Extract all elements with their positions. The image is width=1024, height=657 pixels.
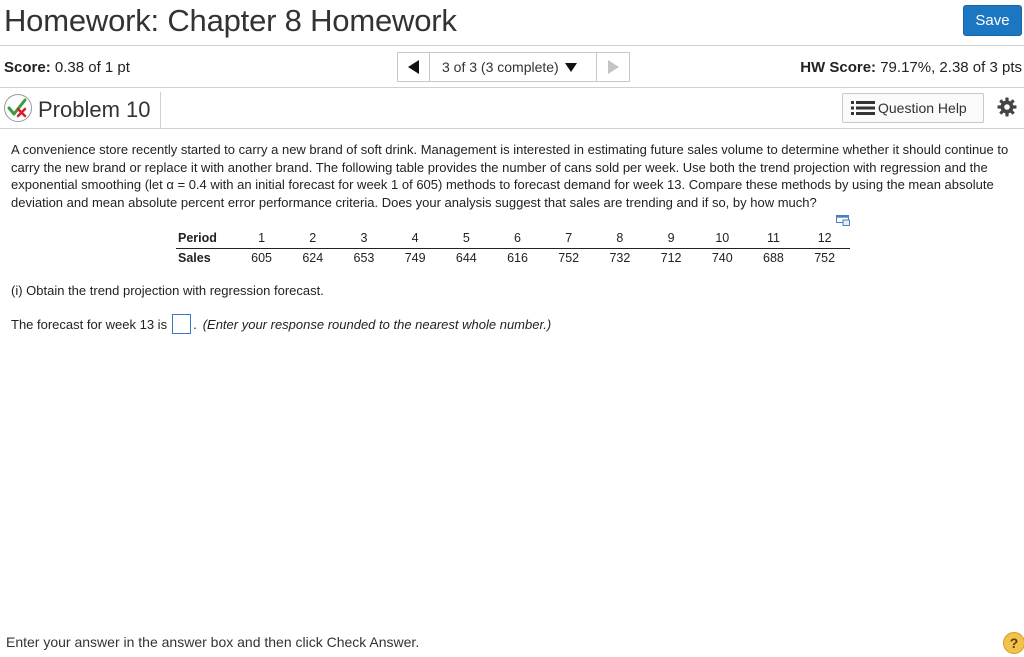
sales-header: Sales xyxy=(178,251,211,266)
sales-cell: 616 xyxy=(507,251,528,266)
next-question-button[interactable] xyxy=(596,52,630,82)
score-label: Score: xyxy=(4,59,51,76)
sales-cell: 752 xyxy=(558,251,580,266)
forecast-answer-input[interactable] xyxy=(172,314,191,334)
popout-table-icon[interactable] xyxy=(836,215,850,226)
sales-cell: 644 xyxy=(455,251,477,266)
question-help-label: Question Help xyxy=(878,100,967,116)
data-table xyxy=(176,228,850,268)
period-header: Period xyxy=(176,228,236,248)
sales-cell: 740 xyxy=(711,251,733,266)
question-help-button[interactable] xyxy=(842,93,984,123)
period-cell: 6 xyxy=(492,228,543,248)
period-cell: 3 xyxy=(338,228,389,248)
list-icon xyxy=(851,101,875,115)
question-select[interactable] xyxy=(430,52,596,82)
part-i-heading: (i) Obtain the trend projection with regression forecast. xyxy=(11,283,324,298)
problem-bar xyxy=(0,89,1024,129)
previous-question-button[interactable] xyxy=(397,52,430,82)
hw-score-value: 79.17%, 2.38 of 3 pts xyxy=(880,59,1022,76)
forecast-prompt xyxy=(11,314,551,334)
period-cell: 8 xyxy=(594,228,645,248)
arrow-left-icon xyxy=(408,60,419,74)
sales-cell: 653 xyxy=(353,251,375,266)
partial-credit-icon xyxy=(3,93,33,123)
period-cell: 9 xyxy=(646,228,697,248)
period-cell: 11 xyxy=(748,228,799,248)
sales-cell: 732 xyxy=(609,251,631,266)
period-cell: 4 xyxy=(390,228,441,248)
sales-cell: 605 xyxy=(251,251,273,266)
forecast-prompt-text: The forecast for week 13 is xyxy=(11,316,168,332)
sales-cell: 749 xyxy=(404,251,426,266)
divider xyxy=(160,92,161,128)
save-button[interactable]: Save xyxy=(963,5,1022,36)
score-bar xyxy=(0,47,1024,88)
help-icon[interactable]: ? xyxy=(1003,632,1024,654)
hw-score-label: HW Score: xyxy=(800,59,877,76)
period-cell: 7 xyxy=(543,228,594,248)
period-cell: 12 xyxy=(799,228,850,248)
footer-instruction: Enter your answer in the answer box and then click Check Answer. xyxy=(6,634,420,650)
question-text: A convenience store recently started to carry a new brand of soft drink. Management is interested in estimating future sales volume to determine whether it should continue to carry the new brand or replace it with another brand. The following table provides the number of cans sold per week. Use both the trend projection with regression and the exponential smoothing (let α = 0.4 with an initial forecast for week 1 of 605) methods to forecast demand for week 13. Compare these methods by using the mean absolute deviation and mean absolute percent error performance criteria. Does your analysis suggest that sales are trending and if so, by how much? xyxy=(11,142,1009,210)
problem-label: Problem 10 xyxy=(38,97,151,122)
sales-cell: 712 xyxy=(660,251,682,266)
question-select-label: 3 of 3 (3 complete) xyxy=(442,59,559,75)
arrow-right-icon xyxy=(608,60,619,74)
gear-icon[interactable] xyxy=(997,97,1017,117)
score-value: 0.38 of 1 pt xyxy=(54,59,130,76)
question-navigator xyxy=(397,52,630,82)
period-cell: 1 xyxy=(236,228,287,248)
sales-cell: 752 xyxy=(814,251,836,266)
sales-cell: 688 xyxy=(763,251,784,266)
period-cell: 5 xyxy=(441,228,492,248)
page-title: Homework: Chapter 8 Homework xyxy=(4,3,457,38)
score xyxy=(4,59,130,76)
sales-cell: 624 xyxy=(302,251,324,266)
period-cell: 2 xyxy=(287,228,338,248)
caret-down-icon xyxy=(565,63,577,72)
period-row xyxy=(176,228,850,248)
period-cell: 10 xyxy=(697,228,748,248)
sales-row xyxy=(176,248,850,268)
hw-score xyxy=(800,59,1022,76)
rounding-hint: (Enter your response rounded to the nearest whole number.) xyxy=(202,316,552,332)
forecast-prompt-period: . xyxy=(193,316,197,332)
title-bar xyxy=(0,0,1024,46)
